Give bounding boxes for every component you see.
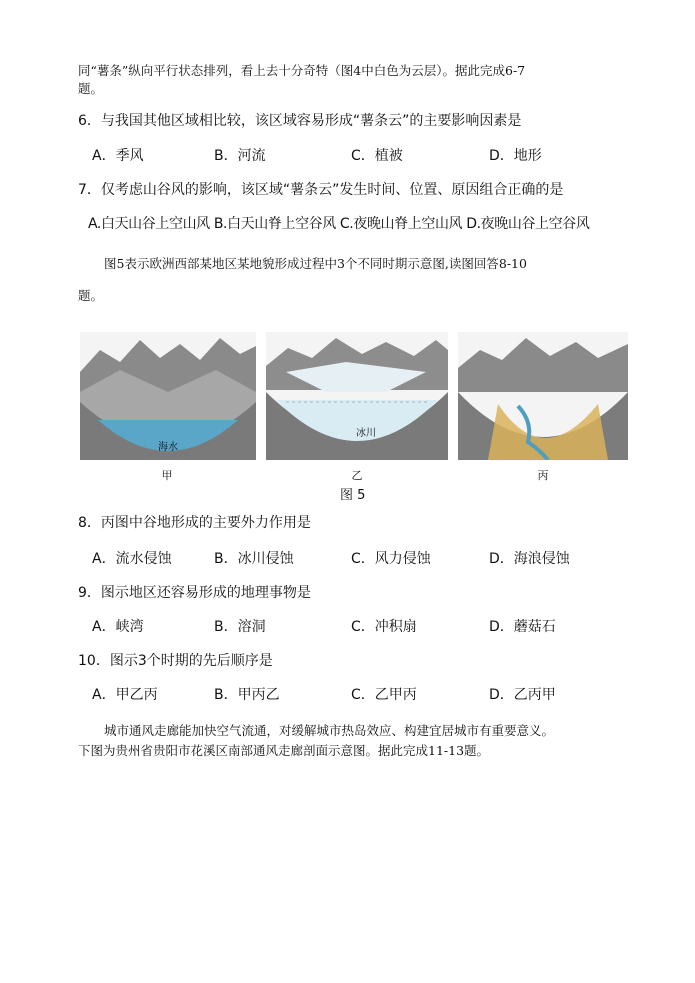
option-d[interactable]: D．蘑菇石 — [489, 619, 556, 635]
question-6-stem: 6．与我国其他区域相比较，该区域容易形成“薯条云”的主要影响因素是 — [78, 113, 522, 129]
option-a[interactable]: A．流水侵蚀 — [92, 551, 172, 567]
river-valley-illustration — [458, 332, 628, 460]
option-a[interactable]: A．峡湾 — [92, 619, 144, 635]
option-d[interactable]: D．海浪侵蚀 — [489, 551, 570, 567]
question-7-options[interactable]: A.白天山谷上空山风 B.白天山脊上空谷风 C.夜晚山脊上空山风 D.夜晚山谷上空谷风 — [88, 216, 590, 232]
closing-line-2: 下图为贵州省贵阳市花溪区南部通风走廊剖面示意图。据此完成11-13题。 — [78, 743, 490, 758]
option-b[interactable]: B．甲丙乙 — [214, 687, 280, 703]
intro-line-2: 题。 — [78, 81, 104, 96]
option-a[interactable]: A．甲乙丙 — [92, 687, 158, 703]
question-7-stem: 7．仅考虑山谷风的影响，该区域“薯条云”发生时间、位置、原因组合正确的是 — [78, 182, 564, 198]
glacier-valley-illustration — [266, 332, 448, 460]
option-a[interactable]: A．季风 — [92, 148, 144, 164]
fig5-intro-line-2: 题。 — [78, 288, 104, 303]
caption-yi: 乙 — [351, 469, 363, 482]
option-d[interactable]: D．乙丙甲 — [489, 687, 556, 703]
figure-title: 图 5 — [340, 488, 366, 503]
option-c[interactable]: C．风力侵蚀 — [351, 551, 431, 567]
sea-water-label: 海水 — [158, 442, 178, 453]
question-10-stem: 10．图示3个时期的先后顺序是 — [78, 653, 273, 669]
option-c[interactable]: C．冲积扇 — [351, 619, 417, 635]
option-c[interactable]: C．乙甲丙 — [351, 687, 417, 703]
intro-line-1: 同“薯条”纵向平行状态排列，看上去十分奇特（图4中白色为云层）。据此完成6-7 — [78, 63, 526, 78]
caption-bing: 丙 — [537, 469, 549, 482]
question-8-stem: 8．丙图中谷地形成的主要外力作用是 — [78, 515, 311, 531]
caption-jia: 甲 — [161, 469, 173, 482]
figure-panel-jia — [80, 332, 256, 460]
option-d[interactable]: D．地形 — [489, 148, 542, 164]
figure-panel-yi — [266, 332, 448, 460]
option-b[interactable]: B．冰川侵蚀 — [214, 551, 294, 567]
option-b[interactable]: B．河流 — [214, 148, 266, 164]
option-c[interactable]: C．植被 — [351, 148, 403, 164]
glacier-label: 冰川 — [356, 428, 376, 439]
question-9-stem: 9．图示地区还容易形成的地理事物是 — [78, 585, 311, 601]
figure-panel-bing — [458, 332, 628, 460]
closing-line-1: 城市通风走廊能加快空气流通，对缓解城市热岛效应、构建宜居城市有重要意义。 — [104, 723, 555, 738]
option-b[interactable]: B．溶洞 — [214, 619, 266, 635]
fig5-intro-line-1: 图5表示欧洲西部某地区某地貌形成过程中3个不同时期示意图,读图回答8-10 — [104, 256, 527, 271]
